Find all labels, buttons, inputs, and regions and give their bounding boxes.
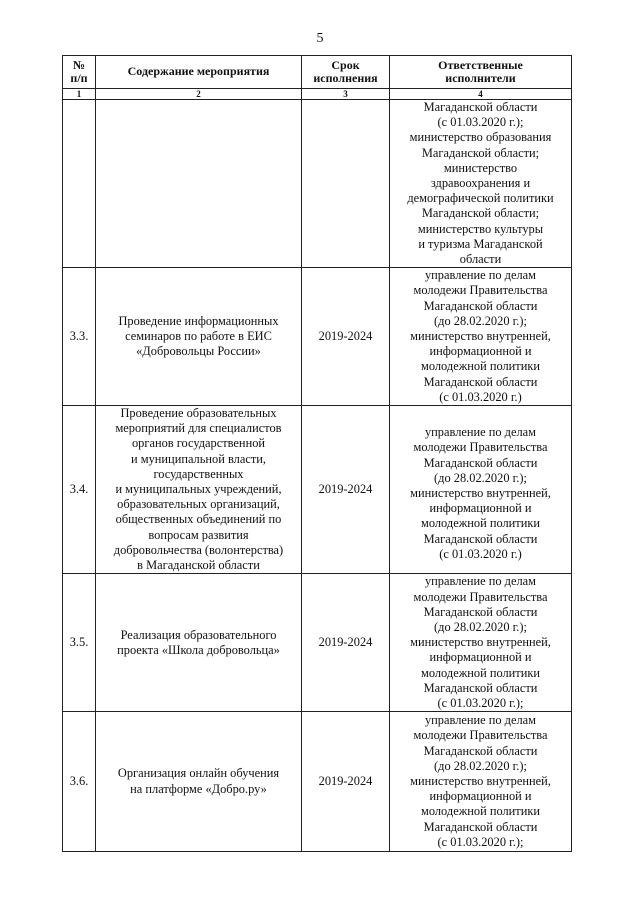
responsible-line: министерство внутренней, bbox=[410, 329, 551, 344]
responsible-line: молодежи Правительства bbox=[413, 728, 548, 743]
table-header-row bbox=[63, 56, 572, 89]
responsible-line: информационной и bbox=[429, 344, 532, 359]
table-row bbox=[63, 574, 572, 712]
responsible-line: министерство bbox=[443, 160, 518, 175]
row-number: 3.4. bbox=[63, 406, 96, 574]
row-term: 2019-2024 bbox=[302, 406, 390, 574]
responsible-line: управление по делам bbox=[424, 425, 536, 440]
page-number: 5 bbox=[316, 31, 324, 46]
row-number: 3.3. bbox=[63, 268, 96, 406]
responsible-line: молодежной политики bbox=[421, 665, 540, 680]
responsible-line: министерство внутренней, bbox=[410, 486, 551, 501]
responsible-line: молодежи Правительства bbox=[413, 589, 548, 604]
row-number: 3.5. bbox=[63, 574, 96, 712]
header-term: Срок исполнения bbox=[302, 56, 390, 89]
responsible-line: управление по делам bbox=[424, 574, 536, 589]
row-responsible bbox=[390, 406, 572, 574]
table-row bbox=[63, 406, 572, 574]
responsible-line: Магаданской области bbox=[423, 743, 538, 758]
header-content: Содержание мероприятия bbox=[96, 56, 302, 89]
row-term bbox=[302, 100, 390, 268]
row-number: 3.6. bbox=[63, 712, 96, 852]
responsible-line: министерство образования bbox=[409, 130, 552, 145]
responsible-line: молодежи Правительства bbox=[413, 440, 548, 455]
responsible-line: Магаданской области bbox=[423, 455, 538, 470]
row-term: 2019-2024 bbox=[302, 712, 390, 852]
activities-table bbox=[62, 55, 572, 852]
row-number bbox=[63, 100, 96, 268]
responsible-line: молодежи Правительства bbox=[413, 283, 548, 298]
responsible-line: молодежной политики bbox=[421, 804, 540, 819]
responsible-line: министерство внутренней, bbox=[410, 635, 551, 650]
table-row bbox=[63, 712, 572, 852]
row-term: 2019-2024 bbox=[302, 268, 390, 406]
responsible-line: (до 28.02.2020 г.); bbox=[434, 470, 527, 485]
responsible-line: министерство культуры bbox=[417, 221, 544, 236]
responsible-line: Магаданской области bbox=[423, 531, 538, 546]
row-content: Проведение образовательных мероприятий для специалистов органов государственной и муниципальной власти, государственных и муниципальных учреждений, образовательных организаций, общественных объединений по вопросам развития добровольчества (волонтерства) в Магаданской области bbox=[96, 406, 302, 574]
column-number: 4 bbox=[390, 89, 572, 100]
row-responsible bbox=[390, 574, 572, 712]
row-responsible bbox=[390, 268, 572, 406]
responsible-line: (до 28.02.2020 г.); bbox=[434, 758, 527, 773]
responsible-line: Магаданской области; bbox=[421, 206, 540, 221]
row-content: Проведение информационных семинаров по работе в ЕИС «Добровольцы России» bbox=[96, 268, 302, 406]
column-number: 3 bbox=[302, 89, 390, 100]
responsible-line: информационной и bbox=[429, 501, 532, 516]
header-number: № п/п bbox=[63, 56, 96, 89]
responsible-line: (с 01.03.2020 г.); bbox=[437, 115, 524, 130]
responsible-line: (до 28.02.2020 г.); bbox=[434, 313, 527, 328]
responsible-line: молодежной политики bbox=[421, 516, 540, 531]
responsible-line: здравоохранения и bbox=[430, 176, 531, 191]
responsible-line: Магаданской области bbox=[423, 100, 538, 114]
responsible-line: молодежной политики bbox=[421, 359, 540, 374]
table-row bbox=[63, 100, 572, 268]
responsible-line: (с 01.03.2020 г.) bbox=[439, 546, 522, 561]
responsible-line: демографической политики bbox=[407, 191, 554, 206]
row-term: 2019-2024 bbox=[302, 574, 390, 712]
column-number: 2 bbox=[96, 89, 302, 100]
responsible-line: Магаданской области; bbox=[421, 145, 540, 160]
responsible-line: управление по делам bbox=[424, 268, 536, 283]
row-responsible bbox=[390, 712, 572, 852]
responsible-line: и туризма Магаданской bbox=[418, 236, 543, 251]
responsible-line: Магаданской области bbox=[423, 298, 538, 313]
row-content bbox=[96, 100, 302, 268]
row-content: Организация онлайн обучения на платформе «Добро.ру» bbox=[96, 712, 302, 852]
responsible-line: Магаданской области bbox=[423, 374, 538, 389]
responsible-line: Магаданской области bbox=[423, 680, 538, 695]
responsible-line: области bbox=[459, 252, 502, 267]
responsible-line: Магаданской области bbox=[423, 604, 538, 619]
responsible-line: Магаданской области bbox=[423, 819, 538, 834]
responsible-line: управление по делам bbox=[424, 713, 536, 728]
responsible-line: информационной и bbox=[429, 650, 532, 665]
column-numbers-row bbox=[63, 89, 572, 100]
responsible-line: (с 01.03.2020 г.) bbox=[439, 389, 522, 404]
responsible-line: (с 01.03.2020 г.); bbox=[437, 695, 524, 710]
table-row bbox=[63, 268, 572, 406]
row-content: Реализация образовательного проекта «Школа добровольца» bbox=[96, 574, 302, 712]
responsible-line: министерство внутренней, bbox=[410, 774, 551, 789]
row-responsible bbox=[390, 100, 572, 268]
header-responsible: Ответственные исполнители bbox=[390, 56, 572, 89]
column-number: 1 bbox=[63, 89, 96, 100]
responsible-line: информационной и bbox=[429, 789, 532, 804]
responsible-line: (до 28.02.2020 г.); bbox=[434, 619, 527, 634]
responsible-line: (с 01.03.2020 г.); bbox=[437, 834, 524, 849]
